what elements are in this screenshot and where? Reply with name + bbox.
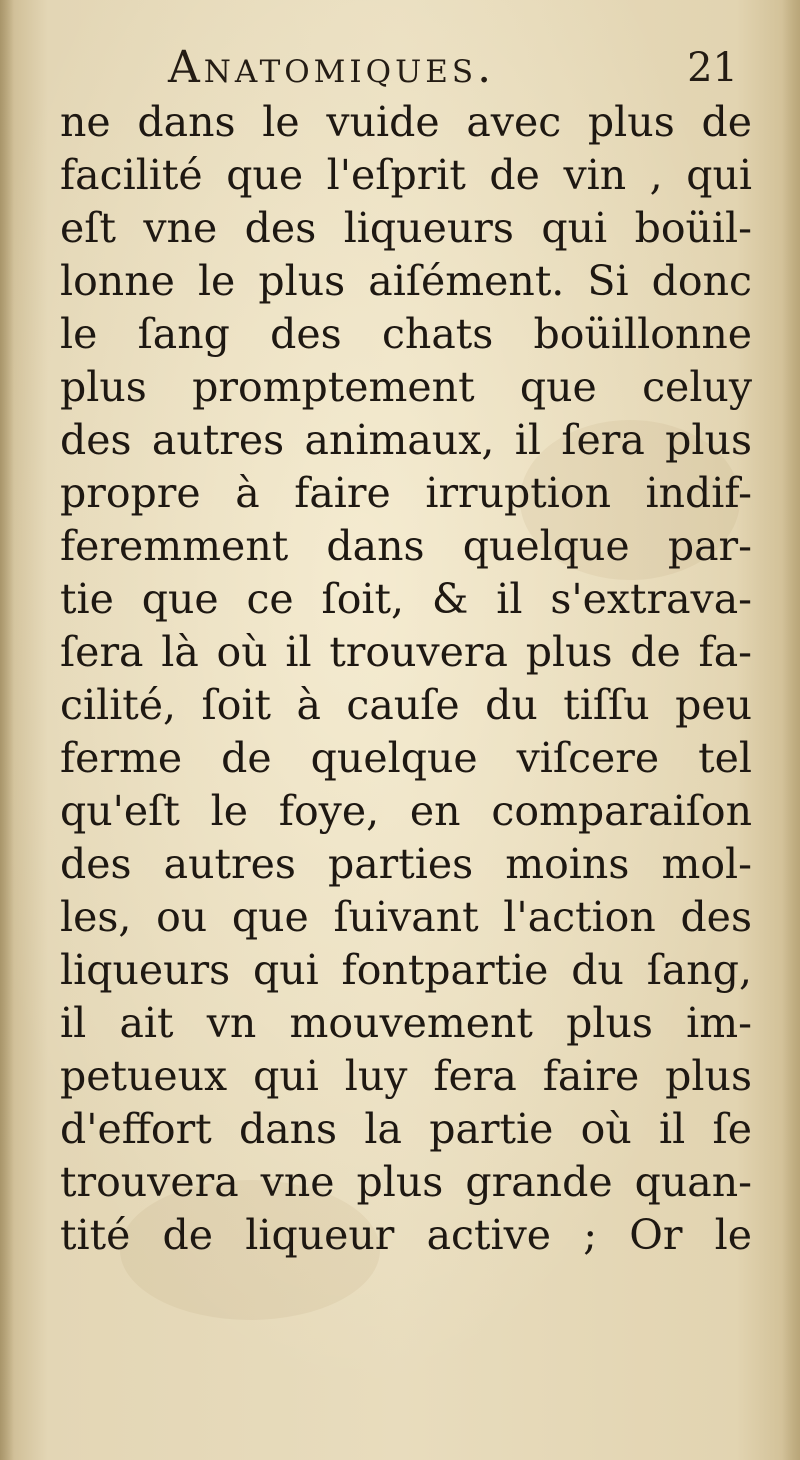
text-line: d'effort dans la partie où il ſe <box>60 1105 752 1153</box>
text-line: ſera là où il trouvera plus de fa- <box>60 628 752 676</box>
page-number: 21 <box>687 45 738 91</box>
text-line: le ſang des chats boüillonne <box>60 310 752 358</box>
text-line: plus promptement que celuy <box>60 363 752 411</box>
running-title: Anatomiques. <box>168 42 496 93</box>
text-line: eſt vne des liqueurs qui boüil- <box>60 204 752 252</box>
text-line: qu'eſt le foye, en comparaiſon <box>60 787 752 835</box>
text-line: des autres parties moins mol- <box>60 840 752 888</box>
text-line: trouvera vne plus grande quan- <box>60 1158 752 1206</box>
text-line: des autres animaux, il ſera plus <box>60 416 752 464</box>
running-head <box>168 36 768 100</box>
text-line: il ait vn mouvement plus im- <box>60 999 752 1047</box>
text-line: liqueurs qui fontpartie du ſang, <box>60 946 752 994</box>
text-line: lonne le plus aiſément. Si donc <box>60 257 752 305</box>
text-line: cilité, ſoit à cauſe du tiſſu peu <box>60 681 752 729</box>
text-line: petueux qui luy fera faire plus <box>60 1052 752 1100</box>
text-line: tie que ce ſoit, & il s'extrava- <box>60 575 752 623</box>
text-line: les, ou que ſuivant l'action des <box>60 893 752 941</box>
text-line: ferme de quelque viſcere tel <box>60 734 752 782</box>
text-line: facilité que l'eſprit de vin , qui <box>60 151 752 199</box>
text-line: tité de liqueur active ; Or le <box>60 1211 752 1259</box>
text-line: propre à faire irruption indif- <box>60 469 752 517</box>
body-text <box>60 96 752 1262</box>
text-line: feremment dans quelque par- <box>60 522 752 570</box>
text-line: ne dans le vuide avec plus de <box>60 98 752 146</box>
